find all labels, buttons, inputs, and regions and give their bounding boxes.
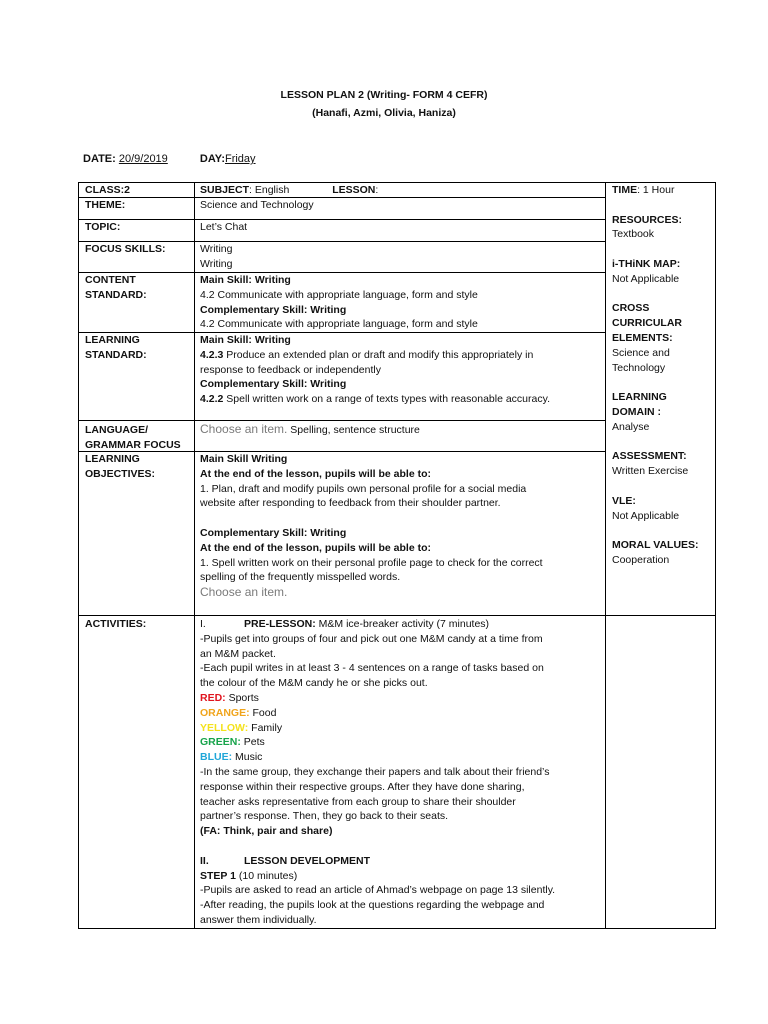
- color-orange-label: ORANGE:: [200, 706, 250, 719]
- ls-main-skill: Main Skill: Writing: [200, 334, 291, 346]
- ls-text-1a: Produce an extended plan or draft and modify this appropriately in: [223, 348, 534, 361]
- learning-domain-block: [612, 390, 712, 434]
- vle-label: VLE:: [612, 494, 636, 507]
- choose-item-dropdown[interactable]: Choose an item.: [200, 585, 288, 600]
- focus-skills-value: [200, 242, 232, 272]
- color-red-item: [200, 691, 555, 706]
- pre-lesson-label: PRE-LESSON:: [244, 618, 316, 630]
- ls-code-1: 4.2.3: [200, 348, 224, 361]
- cross-label-line-1: CROSS: [612, 302, 650, 315]
- content-label-line-1: CONTENT: [85, 274, 136, 286]
- domain-label-line-2: DOMAIN :: [612, 405, 661, 418]
- column-divider-1: [194, 182, 195, 929]
- lesson-development-heading: [200, 854, 555, 869]
- moral-values-value: Cooperation: [612, 553, 670, 566]
- lesson-plan-table: [78, 182, 716, 929]
- color-orange-item: [200, 706, 555, 721]
- ithink-block: [612, 257, 712, 287]
- language-focus-text: Spelling, sentence structure: [287, 424, 420, 436]
- learning-label-line-2: STANDARD:: [85, 348, 147, 361]
- activity-line: response within their respective groups. After they have done sharing,: [200, 780, 525, 793]
- color-blue-item: [200, 750, 555, 765]
- day-label: DAY:: [199, 153, 225, 165]
- theme-label: THEME:: [85, 199, 126, 211]
- activity-line: -Each pupil writes in at least 3 - 4 sentences on a range of tasks based on: [200, 662, 544, 675]
- color-yellow-label: YELLOW:: [200, 721, 249, 734]
- activity-line: -In the same group, they exchange their papers and talk about their friend’s: [200, 765, 550, 778]
- obj-2b: spelling of the frequently misspelled words.: [200, 571, 401, 584]
- lesson-development-number: II.: [200, 854, 209, 867]
- topic-value: Let’s Chat: [200, 221, 248, 233]
- color-green-label: GREEN:: [200, 736, 241, 749]
- color-orange-value: Food: [249, 706, 277, 719]
- step-1-label: STEP 1: [200, 869, 236, 882]
- step-line: -After reading, the pupils look at the questions regarding the webpage and: [200, 899, 545, 912]
- color-green-item: [200, 735, 555, 750]
- column-divider-2: [605, 182, 606, 929]
- content-standard-label: [85, 273, 147, 303]
- resources-block: [612, 213, 712, 243]
- content-main-skill: Main Skill: Writing: [200, 274, 291, 286]
- subject-value: : English: [249, 184, 290, 196]
- date-value: 20/9/2019: [118, 153, 168, 165]
- color-red-label: RED:: [200, 691, 226, 704]
- time-label: TIME: [612, 184, 638, 196]
- pre-lesson-heading: [200, 617, 555, 632]
- day-value: Friday: [224, 153, 256, 165]
- objectives-value: [200, 452, 543, 600]
- activity-line: an M&M packet.: [200, 647, 276, 660]
- document-authors: (Hanafi, Azmi, Olivia, Haniza): [312, 107, 456, 119]
- lesson-development-title: LESSON DEVELOPMENT: [244, 854, 371, 867]
- theme-value: Science and Technology: [200, 199, 314, 211]
- cross-value-line-1: Science and: [612, 346, 670, 359]
- obj-intro-1: At the end of the lesson, pupils will be able to:: [200, 467, 432, 480]
- obj-1a: 1. Plan, draft and modify pupils own personal profile for a social media: [200, 482, 527, 495]
- color-yellow-item: [200, 721, 555, 736]
- focus-skills-label: FOCUS SKILLS:: [85, 243, 166, 255]
- table-border-right: [715, 182, 716, 929]
- color-blue-value: Music: [232, 751, 263, 764]
- content-label-line-2: STANDARD:: [85, 288, 147, 301]
- lang-label-line-2: GRAMMAR FOCUS: [85, 438, 181, 451]
- domain-value: Analyse: [612, 420, 650, 433]
- class-label: CLASS:2: [85, 184, 130, 196]
- activity-line: -Pupils get into groups of four and pick out one M&M candy at a time from: [200, 632, 543, 645]
- color-green-value: Pets: [240, 736, 265, 749]
- obj-main-skill: Main Skill Writing: [200, 453, 288, 465]
- moral-values-block: [612, 538, 712, 568]
- assessment-block: [612, 449, 712, 479]
- subject-lesson-cell: [200, 183, 378, 198]
- step-1-heading: [200, 869, 555, 884]
- table-border-left: [78, 182, 79, 929]
- domain-label-line-1: LEARNING: [612, 391, 667, 404]
- cross-label-line-3: ELEMENTS:: [612, 331, 673, 344]
- ithink-label: i-THiNK MAP:: [612, 257, 681, 270]
- moral-values-label: MORAL VALUES:: [612, 539, 699, 552]
- date-label: DATE:: [83, 153, 116, 165]
- activity-line: the colour of the M&M candy he or she picks out.: [200, 677, 428, 690]
- obj-1b: website after responding to feedback from their shoulder partner.: [200, 497, 501, 510]
- lang-label-line-1: LANGUAGE/: [85, 424, 148, 436]
- assessment-label: ASSESSMENT:: [612, 450, 687, 463]
- resources-value: Textbook: [612, 228, 655, 241]
- ls-line-2: [200, 392, 550, 407]
- ls-comp-skill: Complementary Skill: Writing: [200, 378, 347, 391]
- ls-text-2: Spell written work on a range of texts types with reasonable accuracy.: [223, 393, 550, 406]
- choose-item-dropdown[interactable]: Choose an item.: [200, 422, 288, 436]
- content-comp-skill: Complementary Skill: Writing: [200, 303, 347, 316]
- cross-label-line-2: CURRICULAR: [612, 317, 682, 330]
- pre-lesson-title: M&M ice-breaker activity (7 minutes): [315, 618, 490, 630]
- row-divider: [78, 219, 606, 220]
- document-title: LESSON PLAN 2 (Writing- FORM 4 CEFR): [280, 89, 488, 101]
- assessment-value: Written Exercise: [612, 465, 689, 478]
- vle-value: Not Applicable: [612, 509, 680, 522]
- color-yellow-value: Family: [248, 721, 283, 734]
- ithink-value: Not Applicable: [612, 272, 680, 285]
- cross-curricular-block: [612, 301, 712, 375]
- step-line: -Pupils are asked to read an article of Ahmad’s webpage on page 13 silently.: [200, 884, 556, 897]
- ls-line-1: [200, 348, 550, 363]
- table-border-bottom: [78, 928, 716, 929]
- activities-value: [200, 617, 555, 928]
- learning-standard-value: [200, 333, 550, 407]
- row-divider: [78, 420, 606, 421]
- content-comp-text: 4.2 Communicate with appropriate language, form and style: [200, 318, 478, 331]
- activity-line: partner’s response. Then, they go back to their seats.: [200, 810, 449, 823]
- activity-line: teacher asks representative from each group to share their shoulder: [200, 795, 516, 808]
- topic-label: TOPIC:: [85, 221, 121, 233]
- subject-label: SUBJECT: [200, 184, 250, 196]
- row-divider: [78, 615, 716, 616]
- content-standard-value: [200, 273, 478, 332]
- cross-value-line-2: Technology: [612, 361, 666, 374]
- activities-label: ACTIVITIES:: [85, 618, 147, 630]
- language-focus-value: [200, 422, 420, 438]
- step-line: answer them individually.: [200, 913, 317, 926]
- formative-assessment-note: (FA: Think, pair and share): [200, 825, 333, 838]
- obj-2a: 1. Spell written work on their personal profile page to check for the correct: [200, 556, 543, 569]
- pre-lesson-number: I.: [200, 618, 206, 630]
- date-line: [83, 153, 256, 165]
- time-block: [612, 183, 712, 198]
- objectives-label: [85, 452, 155, 482]
- right-info-column: [612, 183, 712, 568]
- time-value: : 1 Hour: [637, 184, 675, 196]
- ls-code-2: 4.2.2: [200, 393, 224, 406]
- resources-label: RESOURCES:: [612, 213, 683, 226]
- obj-label-line-1: LEARNING: [85, 453, 140, 465]
- focus-skill-1: Writing: [200, 243, 233, 255]
- step-1-time: (10 minutes): [236, 869, 298, 882]
- language-focus-label: [85, 423, 181, 453]
- learning-label-line-1: LEARNING: [85, 334, 140, 346]
- vle-block: [612, 494, 712, 524]
- color-red-value: Sports: [225, 691, 259, 704]
- lesson-label: LESSON: [332, 184, 376, 196]
- obj-label-line-2: OBJECTIVES:: [85, 467, 156, 480]
- color-blue-label: BLUE:: [200, 751, 233, 764]
- content-main-text: 4.2 Communicate with appropriate language, form and style: [200, 288, 478, 301]
- ls-text-1b: response to feedback or independently: [200, 363, 381, 376]
- obj-comp-skill: Complementary Skill: Writing: [200, 526, 347, 539]
- learning-standard-label: [85, 333, 147, 363]
- lesson-value: :: [375, 184, 379, 196]
- obj-intro-2: At the end of the lesson, pupils will be able to:: [200, 541, 432, 554]
- focus-skill-2: Writing: [200, 257, 233, 270]
